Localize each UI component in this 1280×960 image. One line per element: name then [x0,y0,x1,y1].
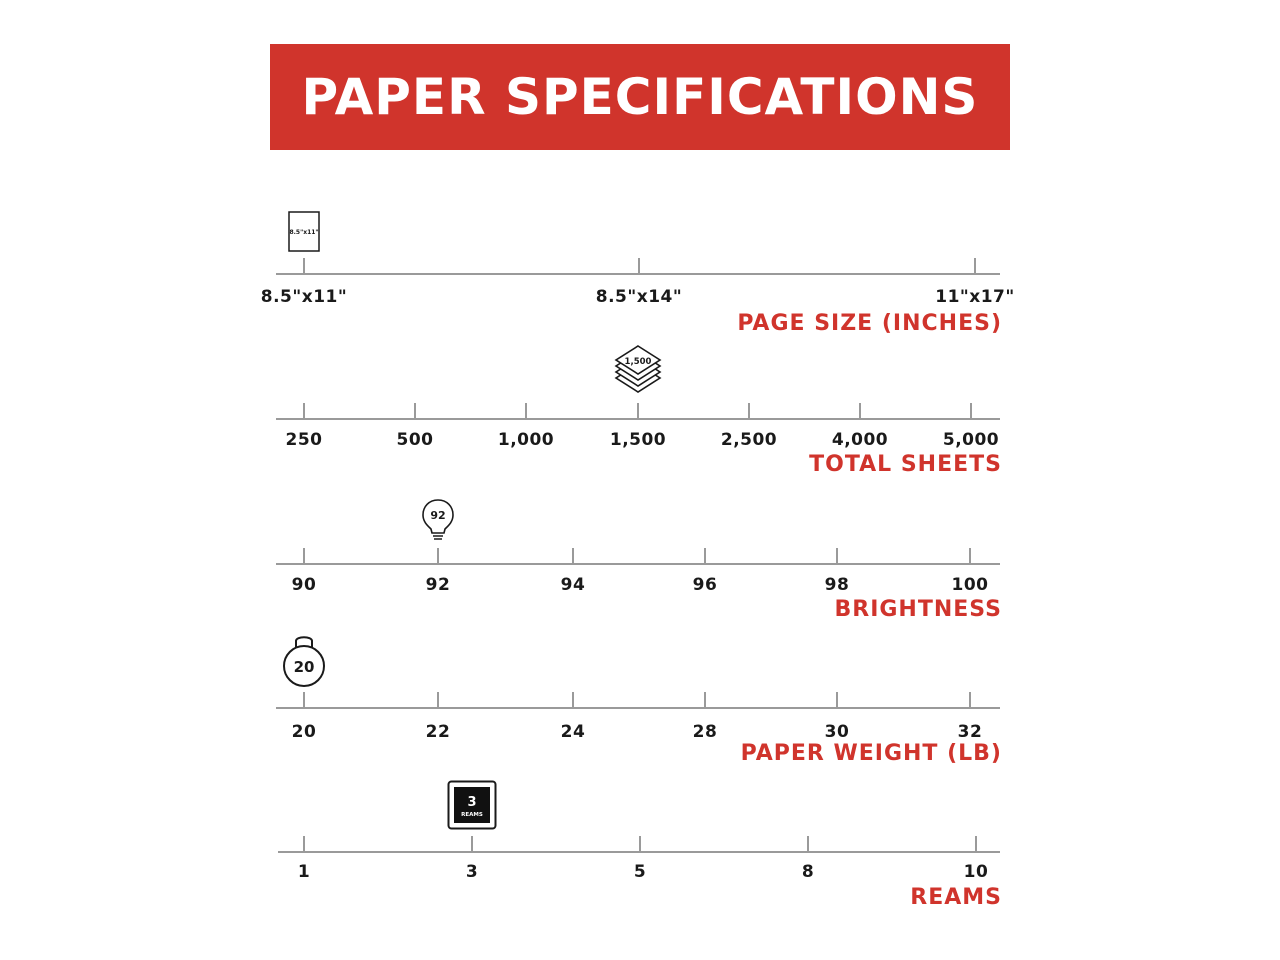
tick-mark [748,403,750,418]
tick-mark [437,548,439,563]
tick-mark [637,403,639,418]
tick-mark [807,836,809,851]
light-bulb-icon [421,498,455,548]
tick-mark [970,403,972,418]
tick-label: 2,500 [720,430,778,450]
tick-label: 250 [285,430,323,450]
ream-box-icon [447,780,497,834]
tick-mark [969,548,971,563]
tick-mark [572,692,574,707]
axis-line [276,418,1000,420]
tick-label: 3 [465,862,479,882]
tick-label: 8 [801,862,815,882]
tick-mark [859,403,861,418]
spec-title: PAGE SIZE (INCHES) [737,311,1002,336]
tick-mark [704,692,706,707]
svg-text:REAMS: REAMS [461,812,483,818]
title-banner [270,44,1010,150]
tick-label: 20 [291,722,317,742]
tick-mark [836,692,838,707]
spec-title: TOTAL SHEETS [809,452,1002,477]
tick-label: 1 [297,862,311,882]
tick-mark [303,548,305,563]
tick-label: 100 [951,575,989,595]
tick-label: 30 [824,722,850,742]
tick-mark [639,836,641,851]
axis-line [276,707,1000,709]
spec-title: REAMS [910,885,1002,910]
tick-label: 4,000 [831,430,889,450]
axis-line [276,563,1000,565]
tick-label: 1,500 [609,430,667,450]
tick-mark [303,403,305,418]
tick-label: 500 [396,430,434,450]
tick-mark [572,548,574,563]
axis-line [278,851,1000,853]
paper-sheet-icon [287,210,321,258]
tick-mark [303,692,305,707]
svg-text:3: 3 [467,795,477,810]
tick-label: 94 [560,575,586,595]
tick-label: 92 [425,575,451,595]
svg-text:8.5"x11": 8.5"x11" [289,229,319,236]
tick-label: 96 [692,575,718,595]
tick-label: 90 [291,575,317,595]
tick-label: 8.5"x14" [595,287,683,307]
tick-mark [525,403,527,418]
tick-label: 8.5"x11" [260,287,348,307]
tick-label: 24 [560,722,586,742]
svg-text:92: 92 [430,509,446,522]
tick-label: 10 [963,862,989,882]
tick-mark [974,258,976,273]
spec-title: BRIGHTNESS [834,597,1002,622]
tick-mark [836,548,838,563]
tick-mark [437,692,439,707]
tick-label: 32 [957,722,983,742]
svg-text:1,500: 1,500 [624,357,652,367]
spec-title: PAPER WEIGHT (LB) [740,741,1002,766]
tick-mark [303,836,305,851]
tick-mark [704,548,706,563]
tick-label: 5 [633,862,647,882]
tick-mark [414,403,416,418]
tick-label: 1,000 [497,430,555,450]
axis-line [276,273,1000,275]
tick-label: 22 [425,722,451,742]
tick-mark [969,692,971,707]
svg-text:20: 20 [293,658,315,676]
tick-label: 28 [692,722,718,742]
tick-mark [638,258,640,273]
tick-mark [471,836,473,851]
weight-icon [281,633,327,691]
tick-label: 5,000 [942,430,1000,450]
paper-stack-icon [614,342,662,400]
tick-label: 98 [824,575,850,595]
page-title: PAPER SPECIFICATIONS [301,68,979,126]
tick-mark [303,258,305,273]
tick-label: 11"x17" [935,287,1015,307]
tick-mark [975,836,977,851]
